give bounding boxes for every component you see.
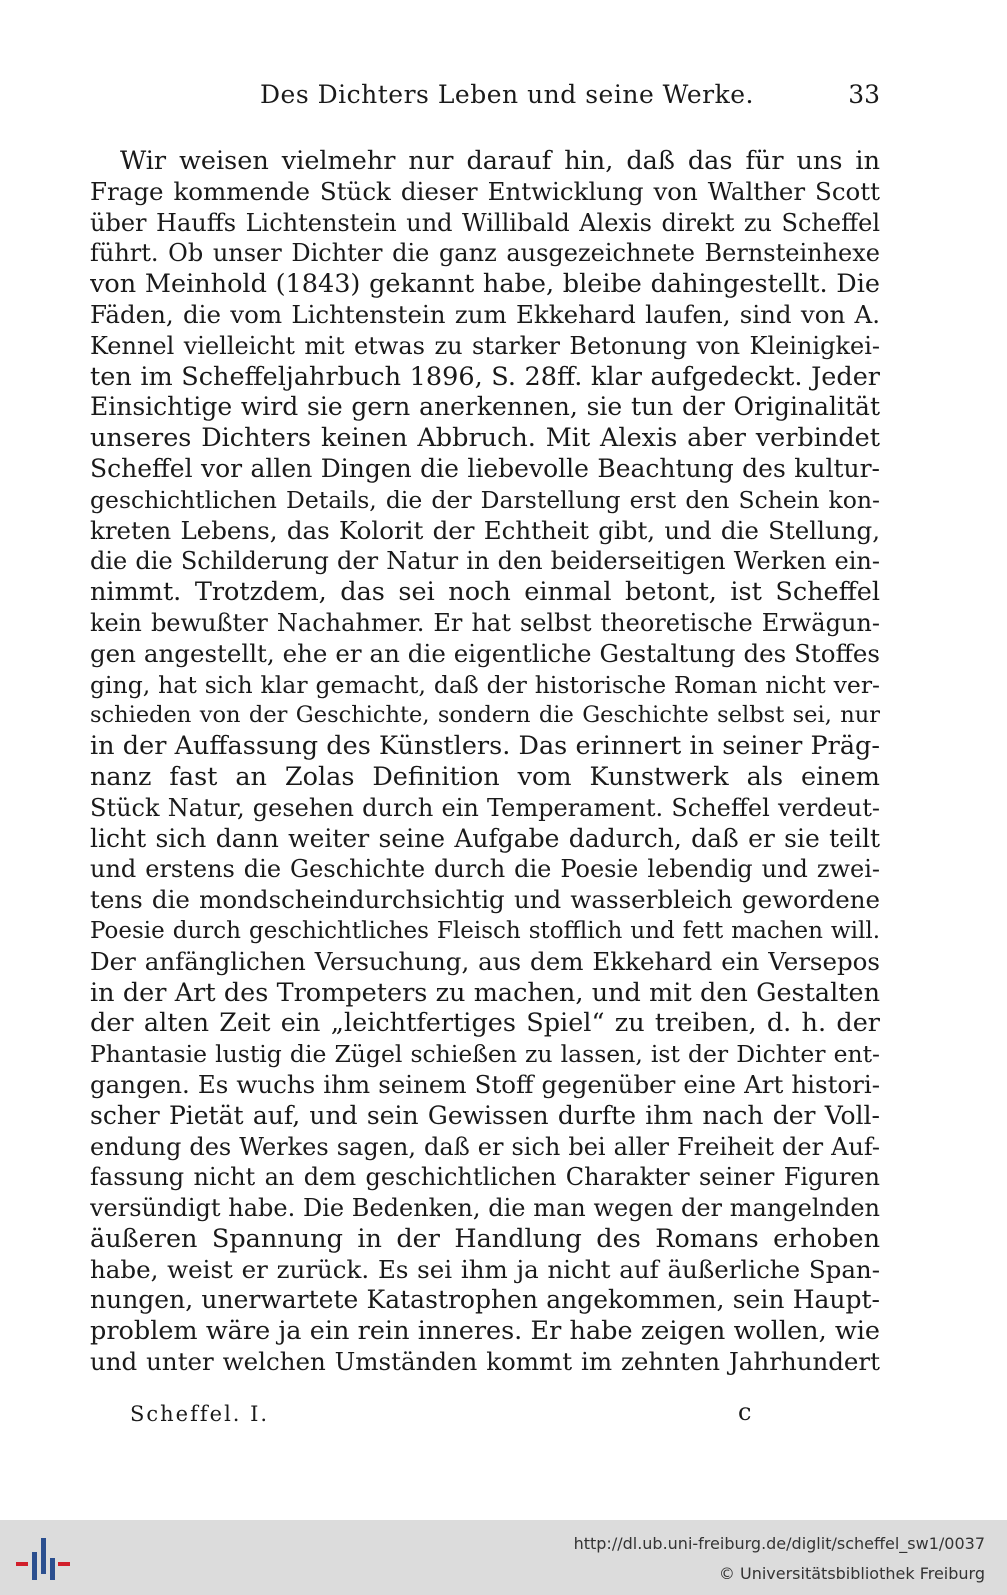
text-line: fassung nicht an dem geschichtlichen Charakter seiner Figuren: [90, 1163, 880, 1192]
text-line: Fäden, die vom Lichtenstein zum Ekkehard laufen, sind von A.: [90, 299, 880, 329]
text-line: nanz fast an Zolas Definition vom Kunstwerk als einem: [90, 761, 880, 792]
text-line: nimmt. Trotzdem, das sei noch einmal betont, ist Scheffel: [90, 577, 880, 608]
text-line: Frage kommende Stück dieser Entwicklung von Walther Scott: [90, 176, 880, 206]
text-line: Phantasie lustig die Zügel schießen zu lassen, ist der Dichter ent-: [90, 1040, 880, 1069]
copyright-notice: © Universitätsbibliothek Freiburg: [718, 1564, 985, 1583]
text-line: gen angestellt, ehe er an die eigentliche Gestaltung des Stoffes: [90, 638, 880, 668]
page-header: [90, 80, 880, 116]
footer-signature: Scheffel. I.: [130, 1402, 270, 1426]
text-line: Einsichtige wird sie gern anerkennen, sie tun der Originalität: [90, 392, 880, 422]
text-line: kreten Lebens, das Kolorit der Echtheit gibt, und die Stellung,: [90, 515, 880, 545]
text-line: versündigt habe. Die Bedenken, die man wegen der mangelnden: [90, 1194, 880, 1223]
text-line: ten im Scheffeljahrbuch 1896, S. 28ff. klar aufgedeckt. Jeder: [90, 361, 880, 392]
text-line: Kennel vielleicht mit etwas zu starker Betonung von Kleinigkei-: [90, 331, 880, 360]
viewer-bar: [0, 1520, 1007, 1595]
text-line: äußeren Spannung in der Handlung des Romans erhoben: [90, 1223, 880, 1254]
text-line: von Meinhold (1843) gekannt habe, bleibe dahingestellt. Die: [90, 269, 880, 300]
text-line: ging, hat sich klar gemacht, daß der historische Roman nicht ver-: [90, 670, 880, 699]
text-line: in der Art des Trompeters zu machen, und mit den Gestalten: [90, 977, 880, 1008]
text-line: habe, weist er zurück. Es sei ihm ja nicht auf äußerliche Span-: [90, 1254, 880, 1284]
page-number: 33: [848, 80, 880, 109]
text-line: Poesie durch geschichtliches Fleisch stofflich und fett machen will.: [90, 917, 880, 944]
text-line: unseres Dichters keinen Abbruch. Mit Alexis aber verbindet: [90, 423, 880, 454]
text-line: und erstens die Geschichte durch die Poesie lebendig und zwei-: [90, 855, 880, 884]
text-line: scher Pietät auf, und sein Gewissen durfte ihm nach der Voll-: [90, 1100, 880, 1130]
text-line: Scheffel vor allen Dingen die liebevolle Beachtung des kultur-: [90, 453, 880, 483]
text-line: der alten Zeit ein „leichtfertiges Spiel“ zu treiben, d. h. der: [90, 1008, 880, 1039]
text-line: endung des Werkes sagen, daß er sich bei aller Freiheit der Auf-: [90, 1132, 880, 1161]
text-line: führt. Ob unser Dichter die ganz ausgezeichnete Bernsteinhexe: [90, 239, 880, 268]
text-line: in der Auffassung des Künstlers. Das erinnert in seiner Präg-: [90, 731, 880, 762]
text-line: die die Schilderung der Natur in den beiderseitigen Werken ein-: [90, 547, 880, 576]
text-line: tens die mondscheindurchsichtig und wasserbleich gewordene: [90, 885, 880, 915]
text-line: Wir weisen vielmehr nur darauf hin, daß das für uns in: [120, 146, 880, 176]
text-line: und unter welchen Umständen kommt im zehnten Jahrhundert: [90, 1347, 880, 1377]
text-line: licht sich dann weiter seine Aufgabe dadurch, daß er sie teilt: [90, 823, 880, 853]
text-line: Stück Natur, gesehen durch ein Temperament. Scheffel verdeut-: [90, 793, 880, 822]
text-line: geschichtlichen Details, die der Darstellung erst den Schein kon-: [90, 485, 880, 514]
text-line: über Hauffs Lichtenstein und Willibald Alexis direkt zu Scheffel: [90, 208, 880, 237]
document-url[interactable]: http://dl.ub.uni-freiburg.de/diglit/scheffel_sw1/0037: [573, 1534, 985, 1553]
text-line: Der anfänglichen Versuchung, aus dem Ekkehard ein Versepos: [90, 946, 880, 976]
body-text: [90, 146, 880, 1378]
text-line: nungen, unerwartete Katastrophen angekommen, sein Haupt-: [90, 1285, 880, 1315]
text-line: kein bewußter Nachahmer. Er hat selbst theoretische Erwägun-: [90, 608, 880, 637]
text-line: gangen. Es wuchs ihm seinem Stoff gegenüber eine Art histori-: [90, 1069, 880, 1099]
text-line: schieden von der Geschichte, sondern die Geschichte selbst sei, nur: [90, 702, 880, 729]
text-line: problem wäre ja ein rein inneres. Er habe zeigen wollen, wie: [90, 1316, 880, 1347]
running-title: Des Dichters Leben und seine Werke.: [260, 80, 754, 109]
ub-freiburg-logo-icon[interactable]: [14, 1532, 74, 1582]
footer-sheet-mark: c: [738, 1398, 752, 1426]
